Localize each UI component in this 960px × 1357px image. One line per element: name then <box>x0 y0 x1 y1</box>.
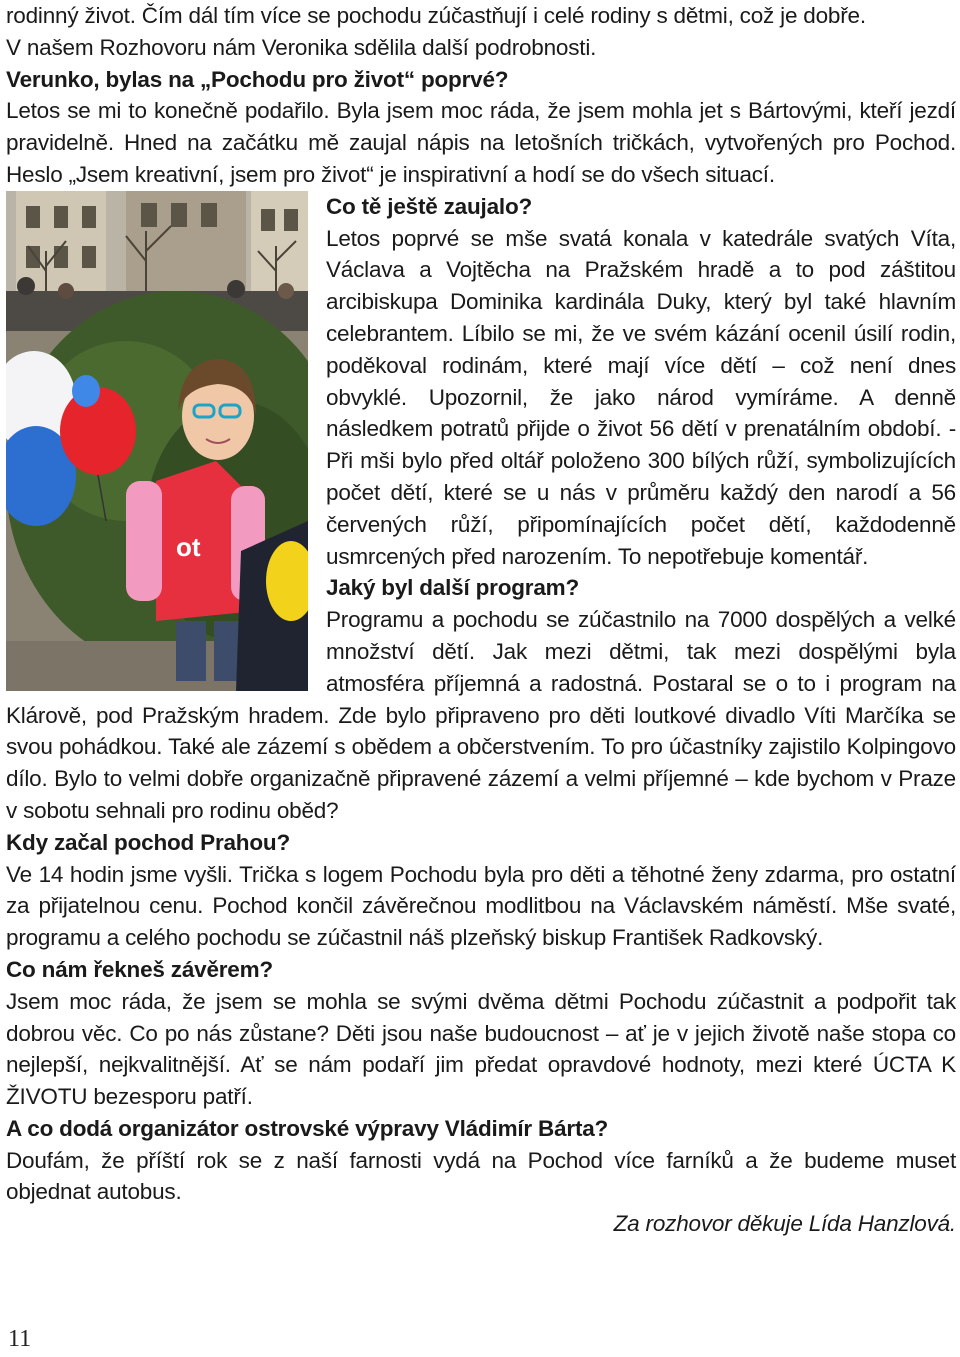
intro-line-2: V našem Rozhovoru nám Veronika sdělila další podrobnosti. <box>6 34 597 60</box>
answer-4: Ve 14 hodin jsme vyšli. Trička s logem Pochodu byla pro děti a těhotné ženy zdarma, pro ostatní za přijatelnou cenu. Pochod končil závěrečnou modlitbou na Václavském náměstí. Mše svaté, programu a celého pochodu se zúčastnil náš plzeňský biskup František Radkovský. <box>6 861 956 951</box>
answer-1: Letos se mi to konečně podařilo. Byla jsem moc ráda, že jsem mohla jet s Bártovými, kteří jezdí pravidelně. Hned na začátku mě zaujal nápis na letošních tričkách, vytvořených pro Pochod. Heslo „Jsem kreativní, jsem pro život“ je inspirativní a hodí se do všech situací. <box>6 98 956 187</box>
answer-2: Letos poprvé se mše svatá konala v katedrále svatých Víta, Václava a Vojtěcha na Pražském hradě a to pod záštitou arcibiskupa Dominika kardinála Duky, který byl také hlavním celebrantem. Líbilo se mi, že ve svém kázání ocenil úsilí rodin, poděkoval rodinám, které mají více dětí – což není dnes obvyklé. Upozornil, že jako národ vymíráme. A denně následkem potratů přijde o život 56 dětí v prenatálním období. - Při mši bylo před oltář položeno 300 bílých růží, symbolizujících počet dětí, které se u nás v průměru každý den narodí a 56 červených růží, připomínajících počet dětí, každodenně usmrcených před narozením. To nepotřebuje komentář. <box>326 225 956 569</box>
question-4: Kdy začal pochod Prahou? <box>6 829 290 855</box>
signature: Za rozhovor děkuje Lída Hanzlová. <box>613 1211 956 1237</box>
page-number: 11 <box>8 1326 32 1352</box>
intro-line-1: rodinný život. Čím dál tím více se pochodu zúčastňují i celé rodiny s dětmi, což je dobře. <box>6 3 866 28</box>
photo-illustration <box>6 191 308 691</box>
answer-3: Programu a pochodu se zúčastnilo na 7000 dospělých a velké množství dětí. Jak mezi dětmi, tak mezi dospělými byla atmosféra příjemná a radostná. Postaral se o to i program na Klárově, pod Pražským hradem. Zde bylo připraveno pro děti loutkové divadlo Víti Marčíka se svou pohádkou. Také ale zázemí s obědem a občerstvením. To pro účastníky zajistilo Kolpingovo dílo. Bylo to velmi dobře organizačně připravené zázemí a velmi příjemné – kde bychom v Praze v sobotu sehnali pro rodinu oběd? <box>6 607 956 823</box>
article <box>6 0 956 1240</box>
answer-5: Jsem moc ráda, že jsem se mohla se svými dvěma dětmi Pochodu zúčastnit a podpořit tak dobrou věc. Co po nás zůstane? Děti jsou naše budoucnost – ať je v jejich životě naše stopa co nejlepší, nejkvalitnější. Ať se nám podaří jim předat opravdové hodnoty, mezi které ÚCTA K ŽIVOTU bezesporu patří. <box>6 988 956 1110</box>
photo-girl-with-balloons <box>6 191 308 691</box>
shirt-logo-text: ot <box>176 531 201 562</box>
question-6: A co dodá organizátor ostrovské výpravy Vládimír Bárta? <box>6 1115 609 1141</box>
answer-6: Doufám, že příští rok se z naší farnosti vydá na Pochod více farníků a že budeme muset objednat autobus. <box>6 1147 956 1205</box>
question-3: Jaký byl další program? <box>326 575 579 601</box>
question-2: Co tě ještě zaujalo? <box>326 193 533 219</box>
question-1: Verunko, bylas na „Pochodu pro život“ poprvé? <box>6 66 509 92</box>
question-5: Co nám řekneš závěrem? <box>6 956 273 982</box>
